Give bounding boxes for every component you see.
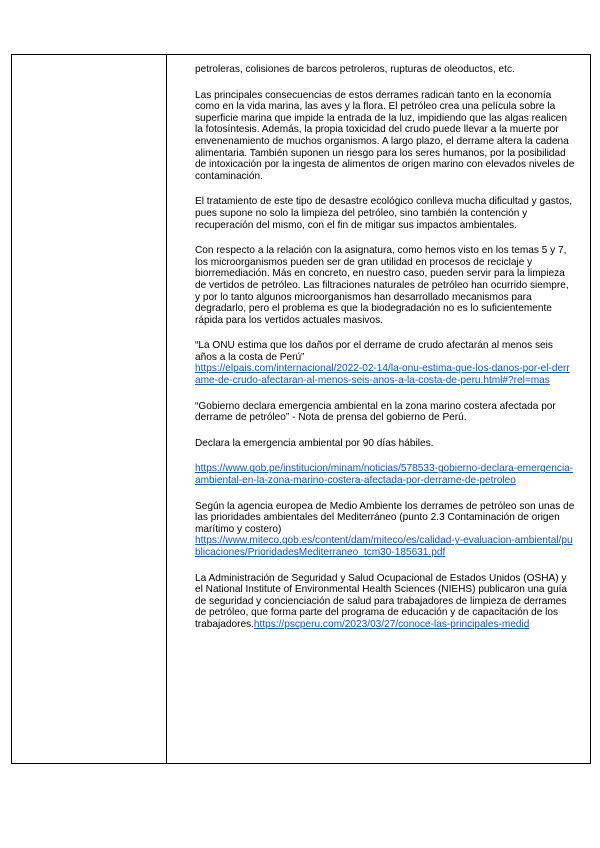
table-left-cell (12, 55, 167, 763)
news-item-miteco (195, 501, 575, 559)
table-right-cell-content (195, 64, 575, 645)
link-miteco[interactable]: https://www.miteco.gob.es/content/dam/miteco/es/calidad-y-evaluacion-ambiental/publicaciones/PrioridadesMediterraneo_tcm30-185631.pdf (195, 535, 573, 558)
paragraph-osha: La Administración de Seguridad y Salud Ocupacional de Estados Unidos (OSHA) y el National Institute of Environmental Health Sciences (NIEHS) publicaron una guía de seguridad y concienciación de salud para trabajadores de limpieza de derrames de petróleo, que forma parte del programa de educación y de capacitación de los trabajadores. (195, 572, 567, 630)
quote-government: “Gobierno declara emergencia ambiental en la zona marino costera afectada por derrame de petróleo” - Nota de prensa del gobierno de Perú. (195, 400, 556, 424)
paragraph-emergency: Declara la emergencia ambiental por 90 días hábiles. (195, 437, 434, 449)
quote-onu: “La ONU estima que los daños por el derrame de crudo afectarán al menos seis años a la costa de Perú” (195, 340, 553, 363)
paragraph-consequences: Las principales consecuencias de estos derrames radican tanto en la economía como en la vida marina, las aves y la flora. El petróleo crea una película sobre la superficie marina que impide la entrada de la luz, impidiendo que las algas realicen la fotosíntesis. Además, la propia toxicidad del crudo puede llevar a la muerte por envenenamiento de muchos organismos. A largo plazo, el derrame altera la cadena alimentaria. También suponen un riesgo para los seres humanos, por la posibilidad de intoxicación por la ingesta de alimentos de origen marino con elevados niveles de contaminación. (195, 89, 575, 182)
link-gob-pe[interactable]: https://www.gob.pe/institucion/minam/noticias/578533-gobierno-declara-emergencia-ambiental-en-la-zona-marino-costera-afectada-por-derrame-de-petroleo (195, 463, 574, 487)
link-pscperu[interactable]: https://pscperu.com/2023/03/27/conoce-las-principales-medid (253, 618, 530, 630)
news-item-osha (195, 573, 575, 631)
news-item-onu (195, 340, 575, 386)
news-item-gob (195, 463, 575, 486)
link-elpais[interactable]: https://elpais.com/internacional/2022-02-14/la-onu-estima-que-los-danos-por-el-derrame-de-crudo-afectaran-al-menos-seis-anos-a-la-costa-de-peru.html#?rel=mas (195, 363, 570, 387)
paragraph-subject-relation: Con respecto a la relación con la asignatura, como hemos visto en los temas 5 y 7, los microorganismos pueden ser de gran utilidad en procesos de reciclaje y biorremediación. Más en concreto, en nuestro caso, pueden servir para la limpieza de vertidos de petróleo. Las filtraciones naturales de petróleo han ocurrido siempre, y por lo tanto algunos microorganismos han desarrollado mecanismos para degradarlo, pero el problema es que la biodegradación no es lo suficientemente rápida para los vertidos actuales masivos. (195, 245, 569, 326)
paragraph-causes: petroleras, colisiones de barcos petroleros, rupturas de oleoductos, etc. (195, 64, 515, 75)
paragraph-treatment: El tratamiento de este tipo de desastre ecológico conlleva mucha dificultad y gastos, pues supone no solo la limpieza del petróleo, sino también la contención y recuperación del mismo, con el fin de mitigar sus impactos ambientales. (195, 196, 573, 231)
paragraph-eea: Según la agencia europea de Medio Ambiente los derrames de petróleo son unas de las prioridades ambientales del Mediterráneo (punto 2.3 Contaminación de origen marítimo y costero) (195, 500, 575, 535)
